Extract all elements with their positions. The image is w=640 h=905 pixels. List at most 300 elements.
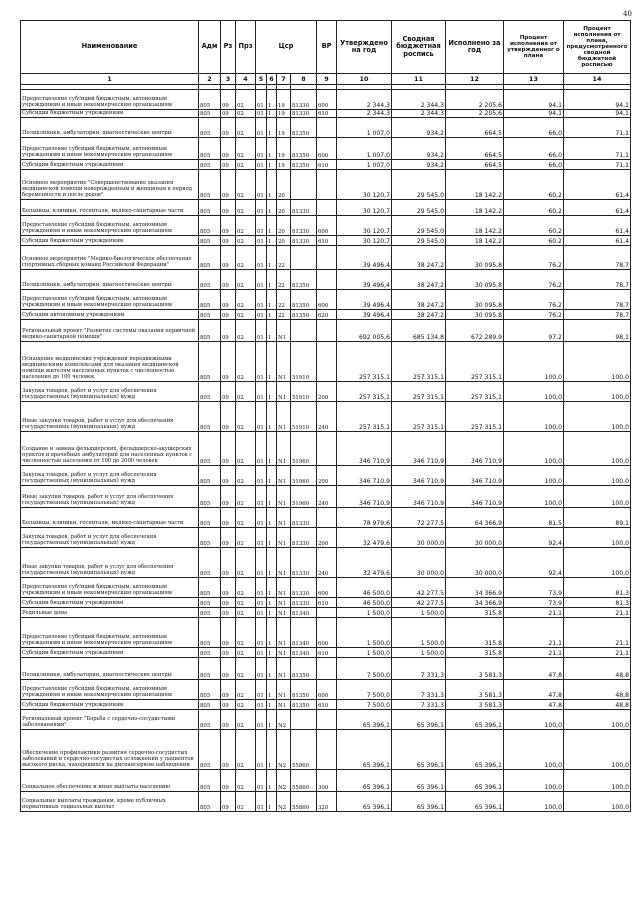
row-budget-list: 29 545,0: [392, 170, 446, 200]
row-csr-1: 01: [256, 342, 267, 382]
column-number: 4: [236, 74, 256, 85]
row-name: Предоставление субсидий бюджетным, автономным учреждениям и иным некоммерческим организациям: [21, 680, 199, 700]
row-csr-4: 81350: [291, 270, 317, 290]
row-approved: 346 710,9: [337, 432, 392, 466]
row-csr-1: 01: [256, 138, 267, 160]
table-row: [21, 138, 631, 160]
row-csr-1: 01: [256, 236, 267, 246]
row-prz: 02: [236, 160, 256, 170]
row-vr: [317, 710, 337, 730]
row-name: Обеспечение профилактики развития сердечно-сосудистых заболеваний и сердечно-сосудистых осложнений у пациентов высокого риска, находящихся на диспансерном наблюдении: [21, 730, 199, 770]
row-csr-4: 55860: [291, 792, 317, 812]
row-percent-plan: 100,0: [504, 402, 564, 432]
row-approved: 257 315,1: [337, 382, 392, 402]
row-rz: 09: [221, 658, 236, 680]
table-row: [21, 792, 631, 812]
row-csr-1: 01: [256, 700, 267, 710]
row-budget-list: 72 277,5: [392, 508, 446, 528]
column-number: 9: [317, 74, 337, 85]
row-prz: 02: [236, 598, 256, 608]
row-approved: 39 496,4: [337, 246, 392, 270]
row-percent-budget-list: 78,7: [564, 290, 631, 310]
row-rz: 09: [221, 246, 236, 270]
row-rz: 09: [221, 700, 236, 710]
row-approved: 1 500,0: [337, 618, 392, 648]
row-csr-2: 1: [267, 432, 277, 466]
row-approved: 39 496,4: [337, 310, 392, 320]
row-rz: 09: [221, 486, 236, 508]
row-budget-list: 7 331,3: [392, 700, 446, 710]
row-csr-4: 81340: [291, 648, 317, 658]
row-csr-4: 81340: [291, 618, 317, 648]
row-csr-1: 01: [256, 246, 267, 270]
row-rz: 09: [221, 548, 236, 578]
row-rz: 09: [221, 290, 236, 310]
row-csr-2: 1: [267, 730, 277, 770]
row-csr-3: N1: [277, 700, 291, 710]
row-csr-3: 20: [277, 216, 291, 236]
row-csr-2: 1: [267, 658, 277, 680]
row-percent-budget-list: 98,1: [564, 320, 631, 342]
row-budget-list: 934,2: [392, 138, 446, 160]
table-row: [21, 508, 631, 528]
row-prz: 02: [236, 486, 256, 508]
row-rz: 09: [221, 680, 236, 700]
row-adm: 805: [199, 618, 221, 648]
row-csr-1: 01: [256, 528, 267, 548]
row-budget-list: 7 331,3: [392, 680, 446, 700]
row-name: Субсидии бюджетным учреждениям: [21, 598, 199, 608]
column-number: 10: [337, 74, 392, 85]
row-prz: 02: [236, 90, 256, 110]
header-percent-plan: Процент исполнения от утвержденног о плана: [504, 21, 564, 74]
row-csr-2: 1: [267, 320, 277, 342]
row-percent-plan: 47,8: [504, 680, 564, 700]
row-budget-list: 65 396,1: [392, 710, 446, 730]
row-percent-plan: 100,0: [504, 486, 564, 508]
column-number: 2: [199, 74, 221, 85]
row-csr-3: N1: [277, 466, 291, 486]
row-percent-plan: 100,0: [504, 770, 564, 792]
row-adm: 805: [199, 432, 221, 466]
row-approved: 30 120,7: [337, 236, 392, 246]
row-approved: 7 500,0: [337, 658, 392, 680]
row-budget-list: 65 396,1: [392, 770, 446, 792]
row-name: Субсидии бюджетным учреждениям: [21, 648, 199, 658]
row-adm: 805: [199, 138, 221, 160]
row-executed: 18 142,2: [446, 236, 504, 246]
row-percent-plan: 60,2: [504, 200, 564, 216]
row-percent-plan: 97,2: [504, 320, 564, 342]
row-csr-2: 1: [267, 342, 277, 382]
row-adm: 805: [199, 382, 221, 402]
table-row: [21, 608, 631, 618]
column-number: 14: [564, 74, 631, 85]
row-percent-plan: 76,2: [504, 246, 564, 270]
row-csr-2: 1: [267, 508, 277, 528]
table-row: [21, 236, 631, 246]
row-executed: 30 000,0: [446, 548, 504, 578]
row-percent-budget-list: 48,8: [564, 658, 631, 680]
row-rz: 09: [221, 528, 236, 548]
row-prz: 02: [236, 382, 256, 402]
table-body: [21, 90, 631, 812]
row-csr-2: 1: [267, 548, 277, 578]
row-executed: 346 710,9: [446, 432, 504, 466]
header-csr: Цср: [256, 21, 317, 74]
row-approved: 30 120,7: [337, 170, 392, 200]
row-vr: [317, 508, 337, 528]
table-row: [21, 466, 631, 486]
row-csr-1: 01: [256, 486, 267, 508]
row-approved: 257 315,1: [337, 402, 392, 432]
row-budget-list: 29 545,0: [392, 200, 446, 216]
table-row: [21, 90, 631, 110]
column-number-row: [21, 74, 631, 85]
row-percent-budget-list: 100,0: [564, 432, 631, 466]
row-vr: 610: [317, 648, 337, 658]
row-prz: 02: [236, 618, 256, 648]
row-csr-3: 20: [277, 170, 291, 200]
column-number: 1: [21, 74, 199, 85]
row-rz: 09: [221, 310, 236, 320]
row-prz: 02: [236, 680, 256, 700]
column-number: 6: [267, 74, 277, 85]
row-name: Региональный проект "Борьба с сердечно-сосудистыми заболеваниями": [21, 710, 199, 730]
row-csr-2: 1: [267, 710, 277, 730]
row-name: Родильные дома: [21, 608, 199, 618]
row-csr-3: N2: [277, 710, 291, 730]
row-csr-4: 51910: [291, 342, 317, 382]
row-adm: 805: [199, 216, 221, 236]
row-csr-2: 1: [267, 310, 277, 320]
row-prz: 02: [236, 432, 256, 466]
row-percent-budget-list: 71,1: [564, 160, 631, 170]
row-csr-1: 01: [256, 608, 267, 618]
row-csr-4: [291, 170, 317, 200]
row-csr-4: [291, 246, 317, 270]
row-csr-3: N1: [277, 486, 291, 508]
table-row: [21, 770, 631, 792]
row-rz: 09: [221, 466, 236, 486]
row-csr-1: 01: [256, 548, 267, 578]
row-percent-plan: 81,5: [504, 508, 564, 528]
row-percent-plan: 47,8: [504, 658, 564, 680]
row-executed: 65 396,1: [446, 730, 504, 770]
row-executed: 664,5: [446, 138, 504, 160]
row-csr-3: N2: [277, 792, 291, 812]
table-row: [21, 342, 631, 382]
row-percent-budget-list: 94,1: [564, 110, 631, 118]
row-csr-2: 1: [267, 486, 277, 508]
row-executed: 664,5: [446, 118, 504, 138]
row-csr-1: 01: [256, 382, 267, 402]
row-percent-plan: 66,0: [504, 138, 564, 160]
row-vr: [317, 342, 337, 382]
row-rz: 09: [221, 270, 236, 290]
row-approved: 1 500,0: [337, 608, 392, 618]
row-executed: 2 205,6: [446, 90, 504, 110]
row-percent-budget-list: 89,1: [564, 508, 631, 528]
table-row: [21, 200, 631, 216]
row-csr-3: N2: [277, 730, 291, 770]
row-csr-4: 81350: [291, 290, 317, 310]
row-percent-plan: 21,1: [504, 618, 564, 648]
row-csr-4: 81340: [291, 608, 317, 618]
table-row: [21, 320, 631, 342]
row-prz: 02: [236, 342, 256, 382]
row-prz: 02: [236, 200, 256, 216]
row-name: Иные закупки товаров, работ и услуг для обеспечения государственных (муниципальных) нужд: [21, 486, 199, 508]
row-percent-plan: 92,4: [504, 548, 564, 578]
row-percent-budget-list: 94,1: [564, 90, 631, 110]
row-executed: 65 396,1: [446, 710, 504, 730]
row-budget-list: 42 277,5: [392, 578, 446, 598]
row-prz: 02: [236, 648, 256, 658]
row-csr-2: 1: [267, 770, 277, 792]
table-row: [21, 598, 631, 608]
row-csr-2: 1: [267, 90, 277, 110]
row-budget-list: 346 710,9: [392, 432, 446, 466]
row-percent-budget-list: 61,4: [564, 200, 631, 216]
row-csr-3: 19: [277, 110, 291, 118]
row-executed: 30 095,8: [446, 246, 504, 270]
row-percent-budget-list: 78,7: [564, 270, 631, 290]
header-adm: Адм: [199, 21, 221, 74]
row-csr-2: 1: [267, 382, 277, 402]
row-name: Больницы, клиники, госпитали, медико-санитарные части: [21, 200, 199, 216]
row-budget-list: 38 247,2: [392, 270, 446, 290]
row-percent-budget-list: 100,0: [564, 342, 631, 382]
row-csr-1: 01: [256, 170, 267, 200]
row-approved: 78 979,6: [337, 508, 392, 528]
row-prz: 02: [236, 700, 256, 710]
row-executed: 315,8: [446, 618, 504, 648]
row-csr-4: 55860: [291, 730, 317, 770]
row-csr-4: 81330: [291, 110, 317, 118]
row-vr: 600: [317, 290, 337, 310]
column-number: 13: [504, 74, 564, 85]
row-approved: 1 500,0: [337, 648, 392, 658]
row-budget-list: 65 396,1: [392, 730, 446, 770]
row-budget-list: 1 500,0: [392, 648, 446, 658]
row-csr-3: N2: [277, 770, 291, 792]
row-percent-budget-list: 100,0: [564, 528, 631, 548]
row-percent-budget-list: 61,4: [564, 216, 631, 236]
row-csr-3: 22: [277, 270, 291, 290]
row-percent-budget-list: 71,1: [564, 138, 631, 160]
row-csr-3: N1: [277, 648, 291, 658]
header-percent-budget-list: Процент исполнения от плана, предусмотренного сводной бюджетной росписью: [564, 21, 631, 74]
row-vr: 300: [317, 770, 337, 792]
row-vr: 320: [317, 792, 337, 812]
row-name: Предоставление субсидий бюджетным, автономным учреждениям и иным некоммерческим организациям: [21, 290, 199, 310]
row-executed: 18 142,2: [446, 216, 504, 236]
row-csr-4: 81330: [291, 528, 317, 548]
row-rz: 09: [221, 382, 236, 402]
row-vr: 600: [317, 578, 337, 598]
row-csr-2: 1: [267, 270, 277, 290]
row-approved: 32 479,6: [337, 528, 392, 548]
row-name: Субсидии бюджетным учреждениям: [21, 236, 199, 246]
row-approved: 39 496,4: [337, 270, 392, 290]
row-executed: 346 710,9: [446, 466, 504, 486]
table-row: [21, 528, 631, 548]
row-adm: 805: [199, 770, 221, 792]
row-csr-2: 1: [267, 138, 277, 160]
row-adm: 805: [199, 170, 221, 200]
row-approved: 30 120,7: [337, 216, 392, 236]
row-prz: 02: [236, 310, 256, 320]
row-rz: 09: [221, 90, 236, 110]
row-approved: 2 344,3: [337, 110, 392, 118]
row-csr-1: 01: [256, 466, 267, 486]
row-executed: 257 315,1: [446, 342, 504, 382]
row-csr-3: 20: [277, 200, 291, 216]
row-vr: 610: [317, 160, 337, 170]
row-percent-plan: 100,0: [504, 792, 564, 812]
row-csr-1: 01: [256, 118, 267, 138]
row-csr-1: 01: [256, 578, 267, 598]
row-rz: 09: [221, 110, 236, 118]
row-csr-2: 1: [267, 290, 277, 310]
row-csr-4: 81330: [291, 548, 317, 578]
row-budget-list: 934,2: [392, 118, 446, 138]
row-vr: [317, 170, 337, 200]
row-budget-list: 257 315,1: [392, 402, 446, 432]
row-name: Закупка товаров, работ и услуг для обеспечения государственных (муниципальных) нужд: [21, 382, 199, 402]
row-budget-list: 257 315,1: [392, 382, 446, 402]
row-adm: 805: [199, 700, 221, 710]
row-percent-plan: 60,2: [504, 216, 564, 236]
header-vr: ВР: [317, 21, 337, 74]
row-budget-list: 1 500,0: [392, 608, 446, 618]
row-rz: 09: [221, 320, 236, 342]
row-percent-plan: 60,2: [504, 170, 564, 200]
row-csr-1: 01: [256, 648, 267, 658]
row-csr-3: N1: [277, 618, 291, 648]
header-name: Наименование: [21, 21, 199, 74]
row-rz: 09: [221, 710, 236, 730]
row-percent-budget-list: 100,0: [564, 770, 631, 792]
row-budget-list: 38 247,2: [392, 310, 446, 320]
row-adm: 805: [199, 792, 221, 812]
row-adm: 805: [199, 508, 221, 528]
row-percent-plan: 94,1: [504, 90, 564, 110]
row-budget-list: 7 331,3: [392, 658, 446, 680]
row-csr-4: 81350: [291, 658, 317, 680]
table-row: [21, 432, 631, 466]
row-name: Закупка товаров, работ и услуг для обеспечения государственных (муниципальных) нужд: [21, 466, 199, 486]
header-prz: Прз: [236, 21, 256, 74]
row-csr-1: 01: [256, 598, 267, 608]
row-rz: 09: [221, 432, 236, 466]
row-prz: 02: [236, 710, 256, 730]
row-csr-1: 01: [256, 770, 267, 792]
row-csr-2: 1: [267, 246, 277, 270]
row-csr-1: 01: [256, 508, 267, 528]
row-csr-1: 01: [256, 402, 267, 432]
row-percent-budget-list: 81,3: [564, 578, 631, 598]
row-percent-plan: 66,0: [504, 160, 564, 170]
row-csr-2: 1: [267, 170, 277, 200]
row-executed: 257 315,1: [446, 402, 504, 432]
row-percent-budget-list: 21,1: [564, 608, 631, 618]
row-prz: 02: [236, 730, 256, 770]
column-number: 8: [291, 74, 317, 85]
row-prz: 02: [236, 658, 256, 680]
row-csr-2: 1: [267, 216, 277, 236]
row-csr-4: 81330: [291, 508, 317, 528]
row-prz: 02: [236, 290, 256, 310]
row-name: Предоставление субсидий бюджетным, автономным учреждениям и иным некоммерческим организациям: [21, 618, 199, 648]
row-csr-1: 01: [256, 110, 267, 118]
row-approved: 1 007,0: [337, 160, 392, 170]
row-vr: 610: [317, 110, 337, 118]
row-vr: 240: [317, 486, 337, 508]
row-name: Субсидии автономным учреждениям: [21, 310, 199, 320]
row-percent-plan: 73,9: [504, 598, 564, 608]
row-csr-3: N1: [277, 608, 291, 618]
row-csr-2: 1: [267, 466, 277, 486]
table-row: [21, 730, 631, 770]
row-csr-4: 81350: [291, 680, 317, 700]
row-vr: 600: [317, 618, 337, 648]
row-percent-budget-list: 100,0: [564, 548, 631, 578]
table-row: [21, 170, 631, 200]
row-percent-budget-list: 21,1: [564, 648, 631, 658]
row-csr-2: 1: [267, 528, 277, 548]
row-name: Основное мероприятие "Медико-биологическое обеспечение спортивных сборных команд Российской Федерации": [21, 246, 199, 270]
row-csr-1: 01: [256, 792, 267, 812]
row-prz: 02: [236, 466, 256, 486]
row-csr-2: 1: [267, 700, 277, 710]
row-name: Предоставление субсидий бюджетным, автономным учреждениям и иным некоммерческим организациям: [21, 216, 199, 236]
row-executed: 65 396,1: [446, 792, 504, 812]
row-vr: 240: [317, 402, 337, 432]
row-approved: 346 710,9: [337, 486, 392, 508]
row-rz: 09: [221, 730, 236, 770]
row-approved: 32 479,6: [337, 548, 392, 578]
row-vr: 610: [317, 236, 337, 246]
row-csr-3: N1: [277, 598, 291, 608]
row-budget-list: 30 000,0: [392, 528, 446, 548]
row-csr-3: 20: [277, 236, 291, 246]
row-csr-4: 81330: [291, 598, 317, 608]
table-row: [21, 216, 631, 236]
row-percent-budget-list: 100,0: [564, 792, 631, 812]
row-executed: 3 581,3: [446, 658, 504, 680]
row-executed: 18 142,2: [446, 170, 504, 200]
row-csr-1: 01: [256, 658, 267, 680]
row-csr-4: 81350: [291, 700, 317, 710]
row-csr-3: 22: [277, 246, 291, 270]
row-csr-3: 19: [277, 160, 291, 170]
row-csr-2: 1: [267, 598, 277, 608]
row-csr-2: 1: [267, 200, 277, 216]
row-prz: 02: [236, 270, 256, 290]
row-csr-4: 81330: [291, 578, 317, 598]
row-vr: 610: [317, 700, 337, 710]
row-adm: 805: [199, 160, 221, 170]
row-adm: 805: [199, 90, 221, 110]
row-percent-plan: 47,8: [504, 700, 564, 710]
row-approved: 65 396,1: [337, 710, 392, 730]
row-budget-list: 2 344,3: [392, 110, 446, 118]
row-executed: 672 289,9: [446, 320, 504, 342]
table-row: [21, 118, 631, 138]
row-vr: 600: [317, 680, 337, 700]
